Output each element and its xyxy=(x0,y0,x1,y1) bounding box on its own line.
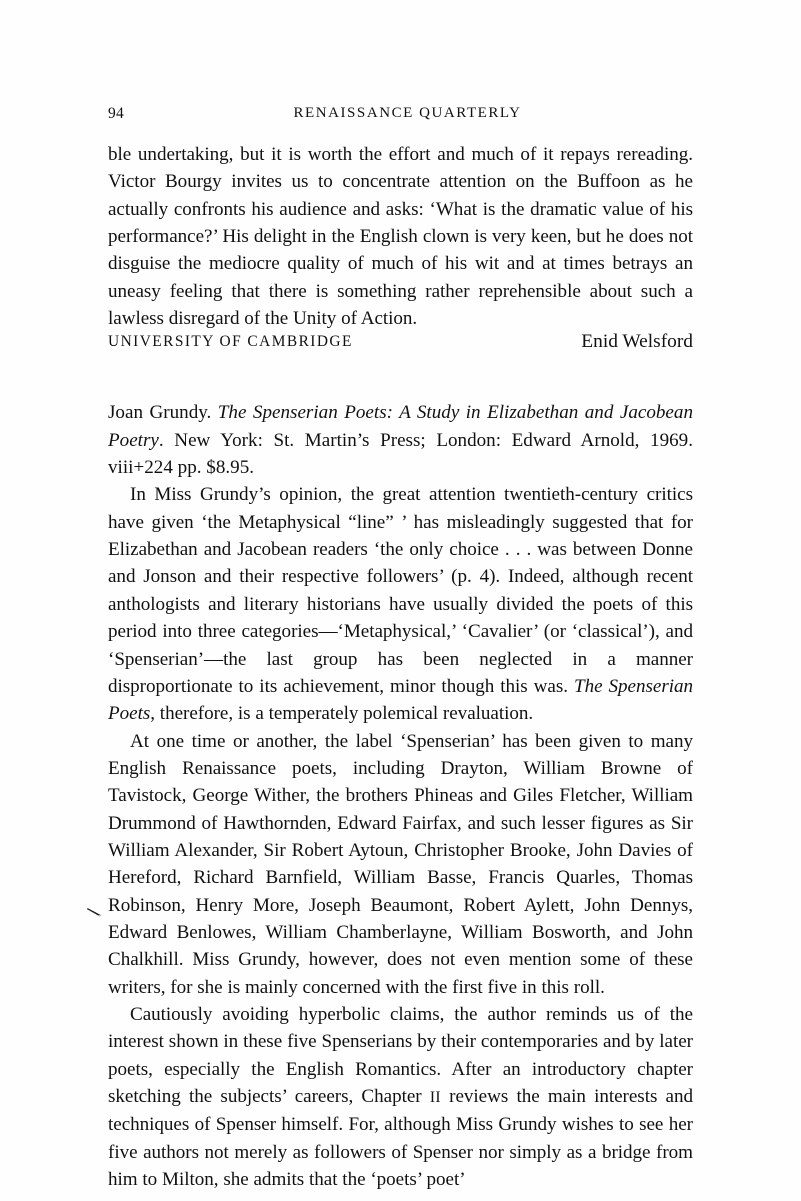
page-number: 94 xyxy=(108,105,124,122)
review-one-closing-paragraph: ble undertaking, but it is worth the effort and much of it repays rereading. Victor Bourgy invites us to concentrate attention on the Buffoon as he actually confronts his audience and asks: ‘What is the dramatic value of his performance?’ His delight in the English clown is very keen, but he does not disguise the mediocre quality of much of his wit and at times betrays an uneasy feeling that there is something rather reprehensible about such a lawless disregard of the Unity of Action. xyxy=(108,144,693,330)
review-two-body xyxy=(108,481,693,1193)
review-one-signature xyxy=(108,333,693,363)
page-content xyxy=(108,105,693,1193)
italic-text: The Spenserian Poets xyxy=(108,675,693,725)
body-text: In Miss Grundy’s opinion, the great attention twentieth-century critics have given ‘the Metaphysical “line” ’ has misleadingly suggested that for Elizabethan and Jacobean readers ‘the only choice . . . was between Donne and Jonson and their respective followers’ (p. 4). Indeed, although recent anthologists and literary historians have usually divided the poets of this period into three categories—‘Metaphysical,’ ‘Cavalier’ (or ‘classical’), and ‘Spenserian’—the last group has been neglected in a manner disproportionate to its achievement, minor though this was. xyxy=(108,484,693,697)
body-text: reviews the main interests and techniques of Spenser himself. For, although Miss Grundy wishes to see her five authors not merely as followers of Spenser nor simply as a bridge from him to Milton, she admits that the ‘poets’ poet’ xyxy=(108,1086,693,1191)
review-two xyxy=(108,399,693,1193)
body-text: , therefore, is a temperately polemical revaluation. xyxy=(150,703,534,725)
review-paragraph xyxy=(108,481,693,727)
book-citation xyxy=(108,399,693,481)
citation-title: The Spenserian Poets: A Study in Elizabethan and Jacobean Poetry xyxy=(108,402,694,451)
review-paragraph xyxy=(108,1001,693,1193)
citation-publication: . New York: St. Martin’s Press; London: Edward Arnold, 1969. viii+224 pp. $8.95. xyxy=(108,429,693,479)
review-paragraph xyxy=(108,728,693,1001)
chapter-numeral: II xyxy=(429,1089,441,1106)
citation-author: Joan Grundy. xyxy=(108,402,218,424)
reviewer-name: Enid Welsford xyxy=(581,331,693,353)
running-head xyxy=(108,105,693,139)
handwritten-tick-mark-icon xyxy=(86,905,106,921)
body-text: At one time or another, the label ‘Spenserian’ has been given to many English Renaissance poets, including Drayton, William Browne of Tavistock, George Wither, the brothers Phineas and Giles Fletcher, William Drummond of Hawthornden, Edward Fairfax, and such lesser figures as Sir William Alexander, Sir Robert Aytoun, Christopher Brooke, John Davies of Hereford, Richard Barnfield, William Basse, Francis Quarles, Thomas Robinson, Henry More, Joseph Beaumont, Robert Aylett, John Dennys, Edward Benlowes, William Chamberlayne, William Bosworth, and John Chalkhill. Miss Grundy, however, does not even mention some of these writers, for she is mainly concerned with the first five in this roll. xyxy=(108,730,693,998)
journal-title: RENAISSANCE QUARTERLY xyxy=(293,105,522,121)
body-text: Cautiously avoiding hyperbolic claims, the author reminds us of the interest shown in these five Spenserians by their contemporaries and by later poets, especially the English Romantics. After an introductory chapter sketching the subjects’ careers, Chapter xyxy=(108,1003,693,1107)
reviewer-affiliation: UNIVERSITY OF CAMBRIDGE xyxy=(108,333,353,351)
